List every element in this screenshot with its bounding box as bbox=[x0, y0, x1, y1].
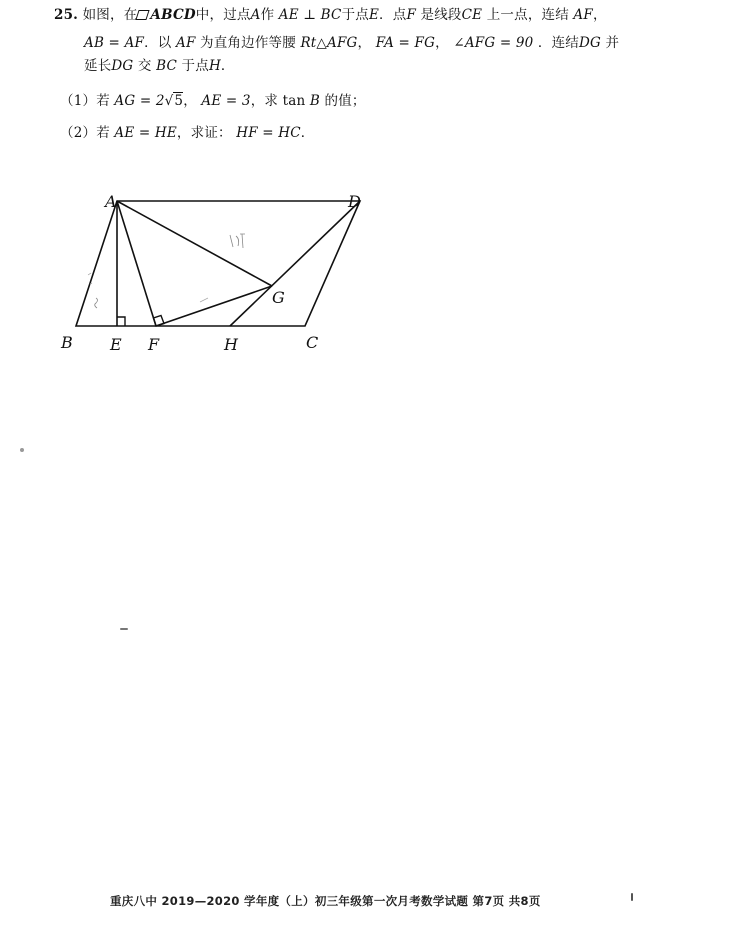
problem-line-3: 延长DG 交 BC 于点H． bbox=[84, 58, 235, 74]
scan-speck bbox=[631, 893, 633, 901]
label-c: C bbox=[306, 333, 319, 352]
problem-line-1: 25. 如图，在 ABCD中，过点A作 AE ⊥ BC于点E．点F 是线段CE 上一点，连结 AF， bbox=[54, 7, 607, 23]
label-b: B bbox=[61, 333, 73, 352]
geometry-figure bbox=[50, 180, 380, 365]
right-angle-mark-e bbox=[117, 317, 125, 326]
parallelogram-icon bbox=[136, 10, 150, 20]
label-f: F bbox=[148, 335, 160, 354]
label-e: E bbox=[110, 335, 122, 354]
page-footer: 重庆八中 2019—2020 学年度（上）初三年级第一次月考数学试题 第7页 共8页 bbox=[110, 894, 541, 908]
parallelogram-abcd bbox=[76, 201, 360, 326]
scan-speck bbox=[20, 448, 24, 452]
label-h: H bbox=[224, 335, 238, 354]
right-angle-mark-f bbox=[154, 316, 165, 327]
pencil-mark bbox=[95, 298, 98, 308]
problem-line-2: AB = AF．以 AF 为直角边作等腰 Rt△AFG， FA = FG， ∠AFG = 90 ．连结DG 并 bbox=[84, 35, 620, 51]
pencil-mark bbox=[200, 298, 208, 302]
segment-fg bbox=[156, 286, 272, 326]
sub-question-2: （2）若 AE = HE，求证： HF = HC． bbox=[60, 125, 315, 141]
segment-dh bbox=[230, 201, 360, 326]
scan-speck bbox=[120, 628, 128, 630]
problem-number: 25. bbox=[54, 7, 79, 23]
pencil-mark bbox=[230, 234, 245, 248]
label-a: A bbox=[105, 192, 117, 211]
sub-question-1: （1）若 AG = 2√5， AE = 3，求 tan B 的值； bbox=[60, 93, 366, 109]
label-d: D bbox=[348, 192, 361, 211]
label-g: G bbox=[272, 288, 285, 307]
